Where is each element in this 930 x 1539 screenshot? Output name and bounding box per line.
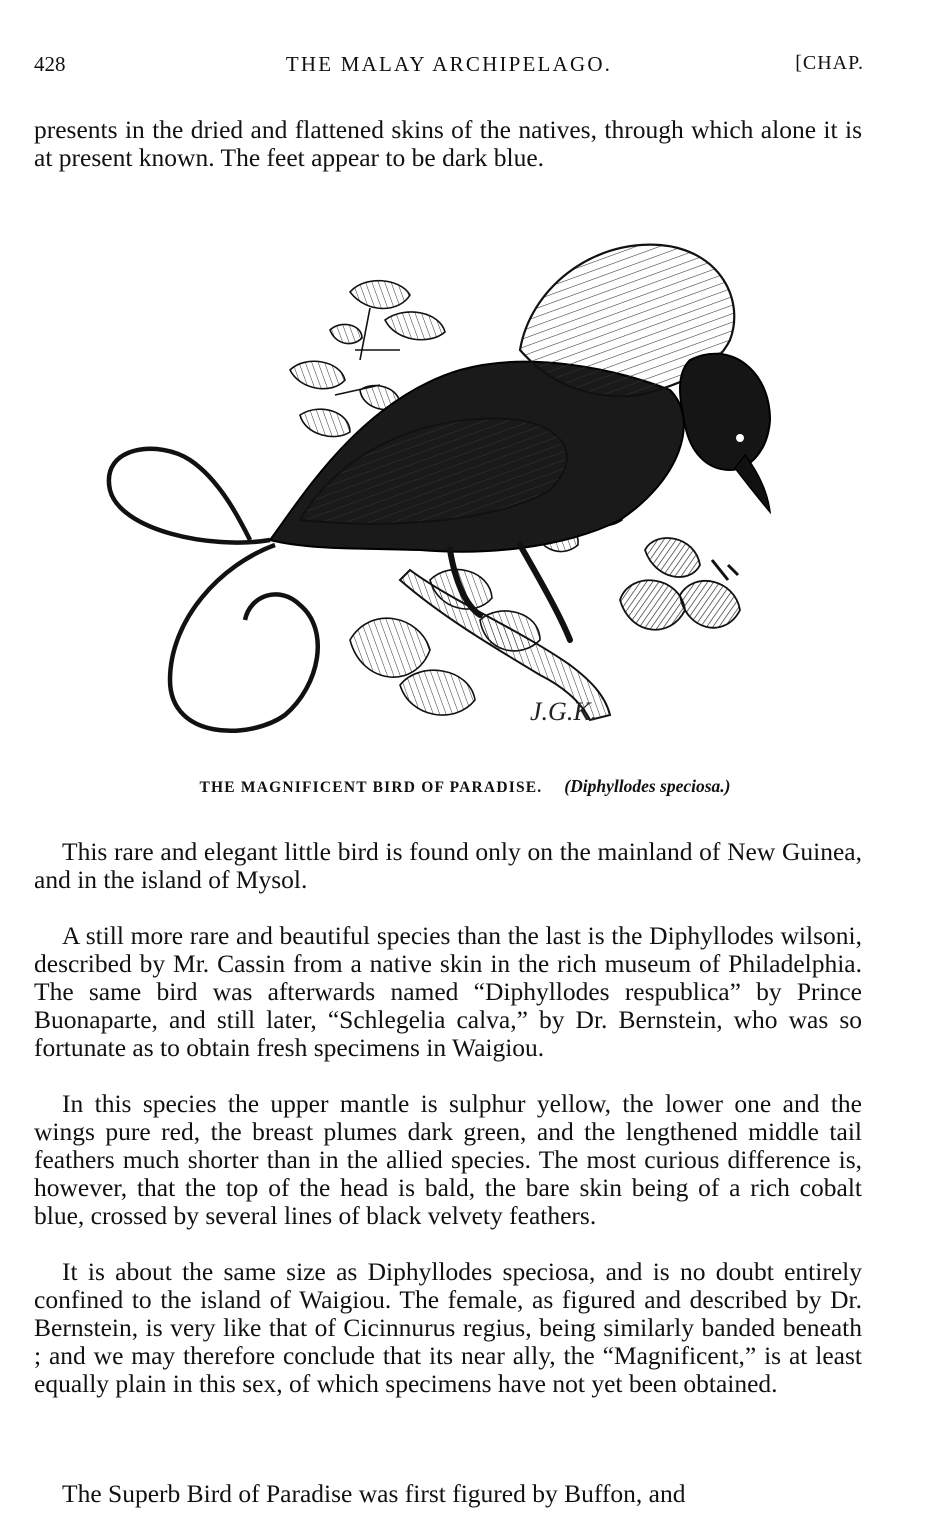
bird-head [680, 354, 770, 470]
paragraph-4: It is about the same size as Diphyllodes speciosa, and is no doubt entirely confined to the island of Waigiou. The female, as figured and described by Dr. Bernstein, is very like that of Cicinnurus regius, being similarly banded beneath ; and we may therefore conclude that its near ally, the “Magnificent,” is at least equally plain in this sex, of which specimens have not yet been obtained. [34, 1257, 862, 1398]
paragraph-1: This rare and elegant little bird is found only on the mainland of New Guinea, and in the island of Mysol. [34, 837, 862, 894]
bird-beak [735, 455, 770, 512]
bird-eye [736, 434, 744, 442]
paragraph-3: In this species the upper mantle is sulphur yellow, the lower one and the wings pure red, the breast plumes dark green, and the lengthened middle tail feathers much shorter than in the allied species. The most curious difference is, however, that the top of the head is bald, the bare skin being of a rich cobalt blue, crossed by several lines of black velvety feathers. [34, 1089, 862, 1230]
page-number: 428 [34, 52, 66, 76]
figure-caption [0, 776, 930, 797]
leaf-pair-right [620, 538, 740, 630]
paragraph-5: The Superb Bird of Paradise was first figured by Buffon, and [62, 1479, 686, 1508]
bird-of-paradise-illustration [100, 220, 780, 750]
paragraph-2: A still more rare and beautiful species than the last is the Diphyllodes wilsoni, described by Mr. Cassin from a native skin in the rich museum of Philadelphia. The same bird was afterwards named “Diphyllodes respublica” by Prince Buonaparte, and still later, “Schlegelia calva,” by Dr. Bernstein, who was so fortunate as to obtain fresh specimens in Waigiou. [34, 921, 862, 1062]
running-header [34, 52, 864, 86]
caption-scientific-name: (Diphyllodes speciosa.) [564, 776, 731, 796]
chapter-marker: [CHAP. [795, 52, 864, 74]
caption-title: THE MAGNIFICENT BIRD OF PARADISE. [199, 779, 543, 796]
tail-wires [109, 449, 318, 731]
continuation-paragraph: presents in the dried and flattened skins of the natives, through which alone it is at present known. The feet appear to be dark blue. [34, 115, 862, 172]
running-title: THE MALAY ARCHIPELAGO. [285, 52, 613, 76]
engraver-signature: J.G.K. [530, 697, 598, 726]
